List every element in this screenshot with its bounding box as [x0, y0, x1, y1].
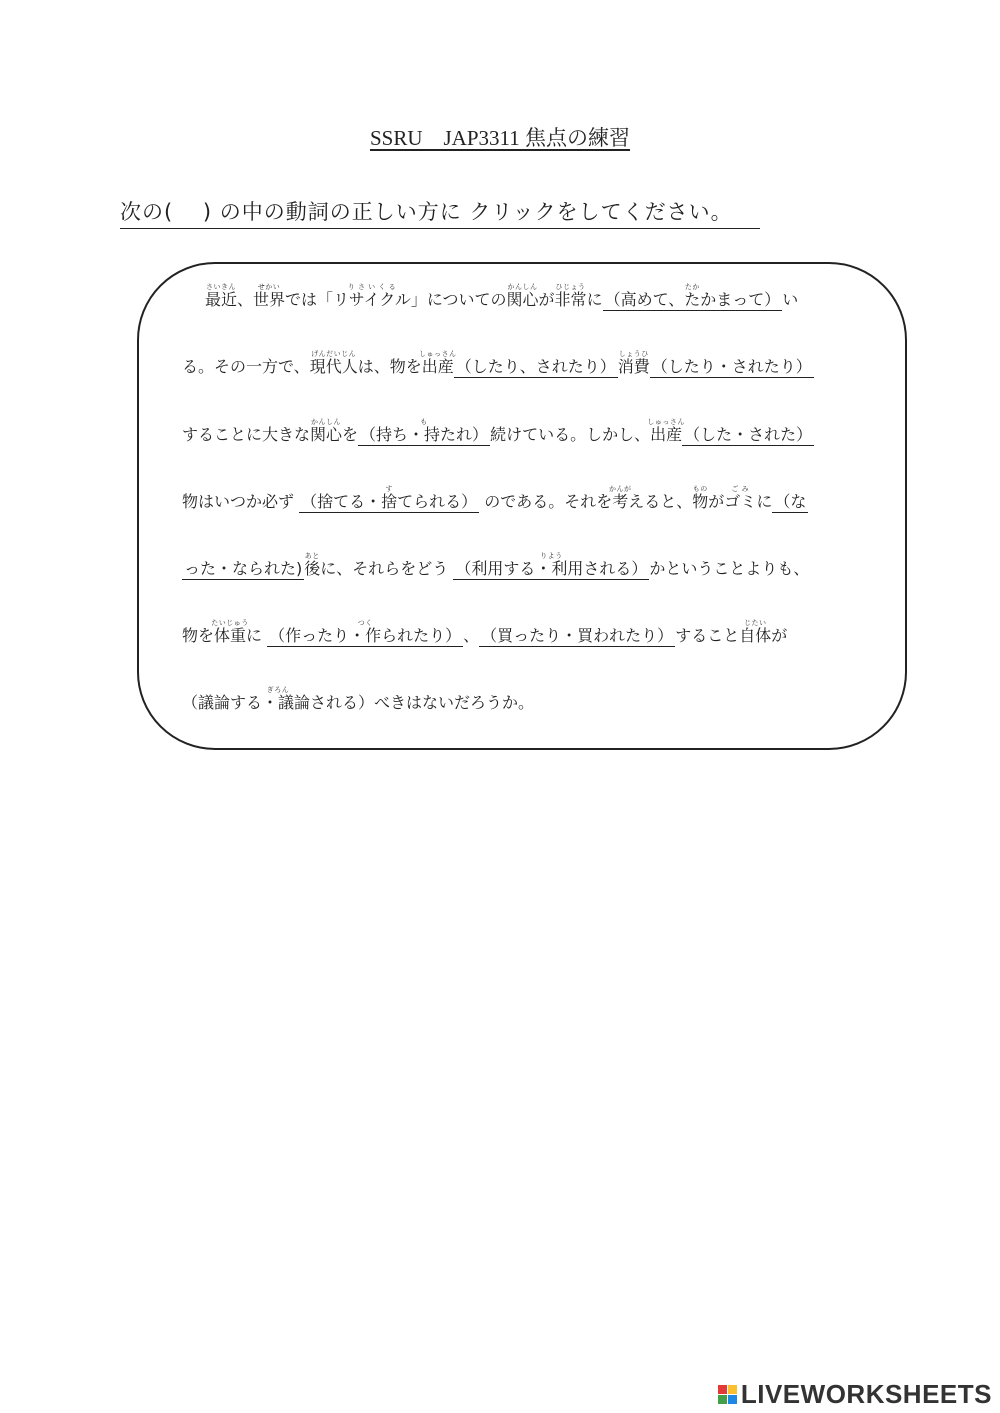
passage-line-2: る。その一方で、 げんだいじん 現代人は、物を しゅっさん 出産 （したり、されたり） しょうひ 消費 （したり・されたり）: [182, 350, 812, 376]
ruby-word: かんしん 関心: [310, 418, 343, 444]
passage-line-1: さいきん 最近、 せかい 世界では「 り さ い く る リサイクル」についての かんしん 関心が ひじょう 非常に たか （高めて、たかまって） い: [205, 283, 799, 309]
choice-6[interactable]: す （捨てる・捨てられる）: [301, 485, 478, 511]
ruby-word: さいきん 最近: [205, 283, 238, 309]
ruby-word: しゅっさん 出産: [418, 350, 457, 376]
choice-11[interactable]: ぎろん （議論する・議論される）: [182, 686, 375, 712]
brand-name: LIVEWORKSHEETS: [740, 1379, 992, 1409]
ruby-word: り さ い く る リサイクル: [333, 283, 411, 309]
passage-line-4: 物はいつか必ず す （捨てる・捨てられる） のである。それを かんが 考えると、 もの 物が ご み ゴミに （な: [182, 485, 807, 511]
passage-line-7: ぎろん （議論する・議論される）べきはないだろうか。: [182, 686, 535, 712]
ruby-word: ご み ゴミ: [724, 485, 757, 511]
logo-grid-icon: [718, 1385, 737, 1404]
ruby-word: げんだいじん 現代人: [309, 350, 358, 376]
passage-line-3: することに大きな かんしん 関心を も （持ち・持たれ） 続けている。しかし、 しゅっさん 出産 （した・された）: [182, 418, 813, 444]
passage-line-6: 物を たいじゅう 体重に つく （作ったり・作られたり） 、 （買ったり・買われたり） すること じたい 自体が: [182, 619, 788, 645]
choice-9[interactable]: つく （作ったり・作られたり）: [269, 619, 462, 645]
ruby-word: あと 後: [304, 552, 321, 578]
ruby-word: ひじょう 非常: [554, 283, 587, 309]
ruby-word: かんが 考: [608, 485, 632, 511]
choice-7-continued[interactable]: った・なられた): [184, 559, 303, 578]
choice-4[interactable]: も （持ち・持たれ）: [360, 418, 489, 444]
choice-2[interactable]: （したり、されたり）: [455, 357, 616, 376]
ruby-word: しょうひ 消費: [617, 350, 650, 376]
ruby-word: じたい 自体: [739, 619, 772, 645]
choice-3[interactable]: （したり・されたり）: [651, 357, 812, 376]
choice-7[interactable]: （な: [774, 492, 807, 511]
choice-10[interactable]: （買ったり・買われたり）: [481, 626, 674, 645]
ruby-word: しゅっさん 出産: [647, 418, 685, 444]
choice-1[interactable]: たか （高めて、たかまって）: [604, 283, 781, 309]
ruby-word: かんしん 関心: [506, 283, 539, 309]
instruction-text: 次の( ) の中の動詞の正しい方に クリックをしてください。: [120, 196, 760, 229]
passage-line-5: った・なられた) あと 後に、それらをどう りよう （利用する・利用される） かということよりも、: [184, 552, 810, 578]
ruby-word: もの 物: [692, 485, 709, 511]
ruby-word: たいじゅう 体重: [211, 619, 249, 645]
choice-8[interactable]: りよう （利用する・利用される）: [455, 552, 648, 578]
ruby-word: せかい 世界: [253, 283, 286, 309]
liveworksheets-logo: [718, 1379, 992, 1410]
worksheet-title: SSRU JAP3311 焦点の練習: [369, 126, 631, 150]
choice-5[interactable]: （した・された）: [684, 425, 813, 444]
